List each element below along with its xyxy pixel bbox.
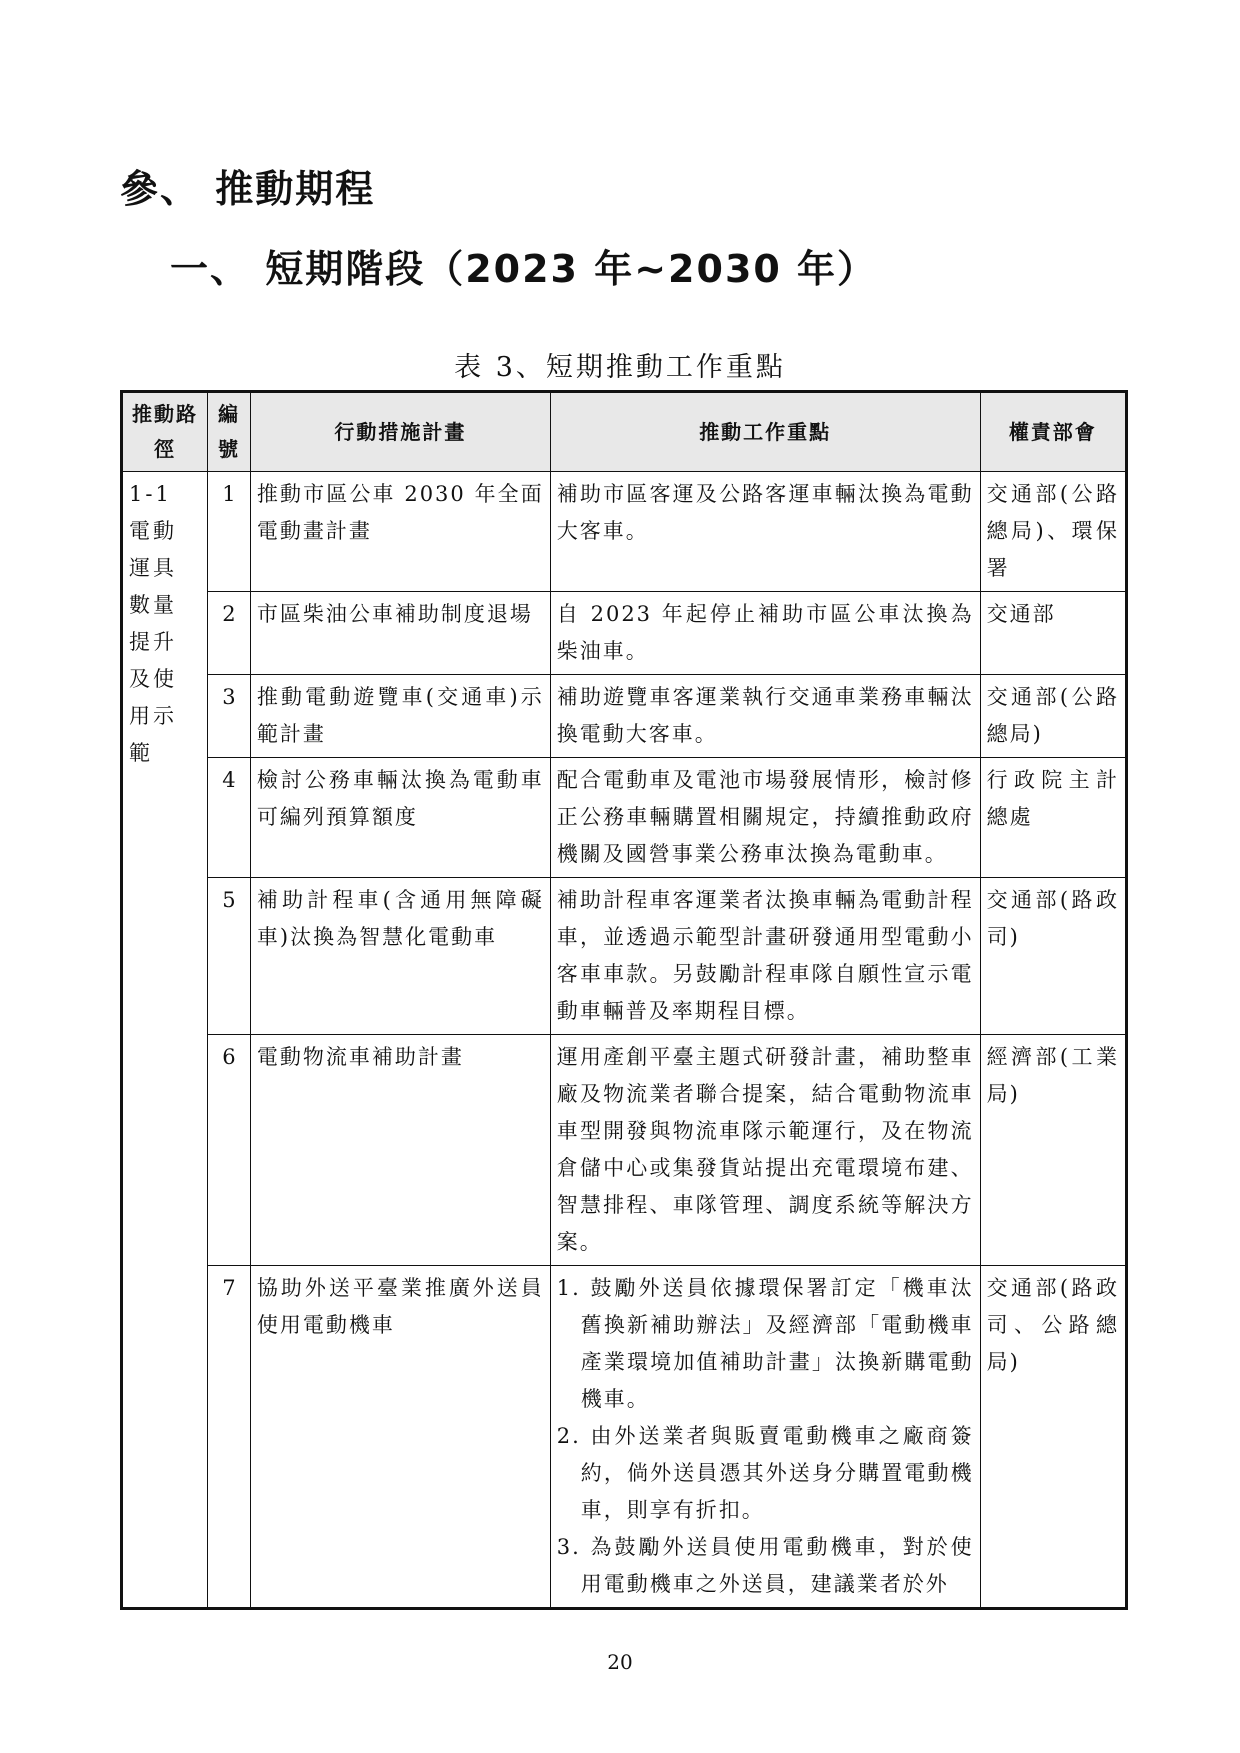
row-work: 自 2023 年起停止補助市區公車汰換為柴油車。 xyxy=(550,592,980,675)
subsection-heading: 一、 短期階段（2023 年~2030 年） xyxy=(170,247,878,291)
row-dept: 交通部(公路總局)、環保署 xyxy=(980,472,1126,592)
row-dept: 交通部(路政司) xyxy=(980,878,1126,1035)
row-dept: 經濟部(工業局) xyxy=(980,1035,1126,1266)
table-row xyxy=(122,878,1127,1035)
table-row xyxy=(122,472,1127,592)
table-row xyxy=(122,1035,1127,1266)
row-dept: 交通部 xyxy=(980,592,1126,675)
row-plan: 推動市區公車 2030 年全面電動畫計畫 xyxy=(250,472,550,592)
header-dept: 權責部會 xyxy=(980,392,1126,472)
row-plan: 市區柴油公車補助制度退場 xyxy=(250,592,550,675)
work-list-item: 2. 由外送業者與販賣電動機車之廠商簽約，倘外送員憑其外送身分購置電動機車，則享有折扣。 xyxy=(556,1424,974,1522)
header-num: 編號 xyxy=(207,392,250,472)
row-dept: 交通部(公路總局) xyxy=(980,675,1126,758)
row-work: 補助市區客運及公路客運車輛汰換為電動大客車。 xyxy=(550,472,980,592)
table-row xyxy=(122,592,1127,675)
work-list-item: 3. 為鼓勵外送員使用電動機車，對於使用電動機車之外送員，建議業者於外 xyxy=(556,1535,974,1596)
row-num: 2 xyxy=(207,592,250,675)
table-row xyxy=(122,1266,1127,1609)
row-work: 配合電動車及電池市場發展情形，檢討修正公務車輛購置相關規定，持續推動政府機關及國營事業公務車汰換為電動車。 xyxy=(550,758,980,878)
row-plan: 電動物流車補助計畫 xyxy=(250,1035,550,1266)
work-list-item: 1. 鼓勵外送員依據環保署訂定「機車汰舊換新補助辦法」及經濟部「電動機車產業環境加值補助計畫」汰換新購電動機車。 xyxy=(556,1276,974,1411)
row-num: 5 xyxy=(207,878,250,1035)
path-cell: 1-1 電動運具數量提升及使用示範 xyxy=(122,472,208,1609)
section-heading: 參、 推動期程 xyxy=(120,167,376,211)
row-plan: 補助計程車(含通用無障礙車)汰換為智慧化電動車 xyxy=(250,878,550,1035)
table-row xyxy=(122,758,1127,878)
row-work: 補助計程車客運業者汰換車輛為電動計程車，並透過示範型計畫研發通用型電動小客車車款。另鼓勵計程車隊自願性宣示電動車輛普及率期程目標。 xyxy=(550,878,980,1035)
row-work: 補助遊覽車客運業執行交通車業務車輛汰換電動大客車。 xyxy=(550,675,980,758)
table-header-row xyxy=(122,392,1127,472)
row-dept: 交通部(路政司、公路總局) xyxy=(980,1266,1126,1609)
row-work-list xyxy=(550,1266,980,1609)
row-plan: 協助外送平臺業推廣外送員使用電動機車 xyxy=(250,1266,550,1609)
table-caption: 表 3、短期推動工作重點 xyxy=(454,352,786,383)
row-num: 4 xyxy=(207,758,250,878)
page-number: 20 xyxy=(607,1650,633,1674)
table-row xyxy=(122,675,1127,758)
row-num: 1 xyxy=(207,472,250,592)
row-plan: 推動電動遊覽車(交通車)示範計畫 xyxy=(250,675,550,758)
row-work: 運用產創平臺主題式研發計畫，補助整車廠及物流業者聯合提案，結合電動物流車車型開發與物流車隊示範運行，及在物流倉儲中心或集發貨站提出充電環境布建、智慧排程、車隊管理、調度系統等解決方案。 xyxy=(550,1035,980,1266)
row-num: 6 xyxy=(207,1035,250,1266)
row-plan: 檢討公務車輛汰換為電動車可編列預算額度 xyxy=(250,758,550,878)
row-num: 3 xyxy=(207,675,250,758)
header-work: 推動工作重點 xyxy=(550,392,980,472)
work-table xyxy=(120,390,1128,1610)
header-plan: 行動措施計畫 xyxy=(250,392,550,472)
row-num: 7 xyxy=(207,1266,250,1609)
row-dept: 行政院主計總處 xyxy=(980,758,1126,878)
header-path: 推動路徑 xyxy=(122,392,208,472)
